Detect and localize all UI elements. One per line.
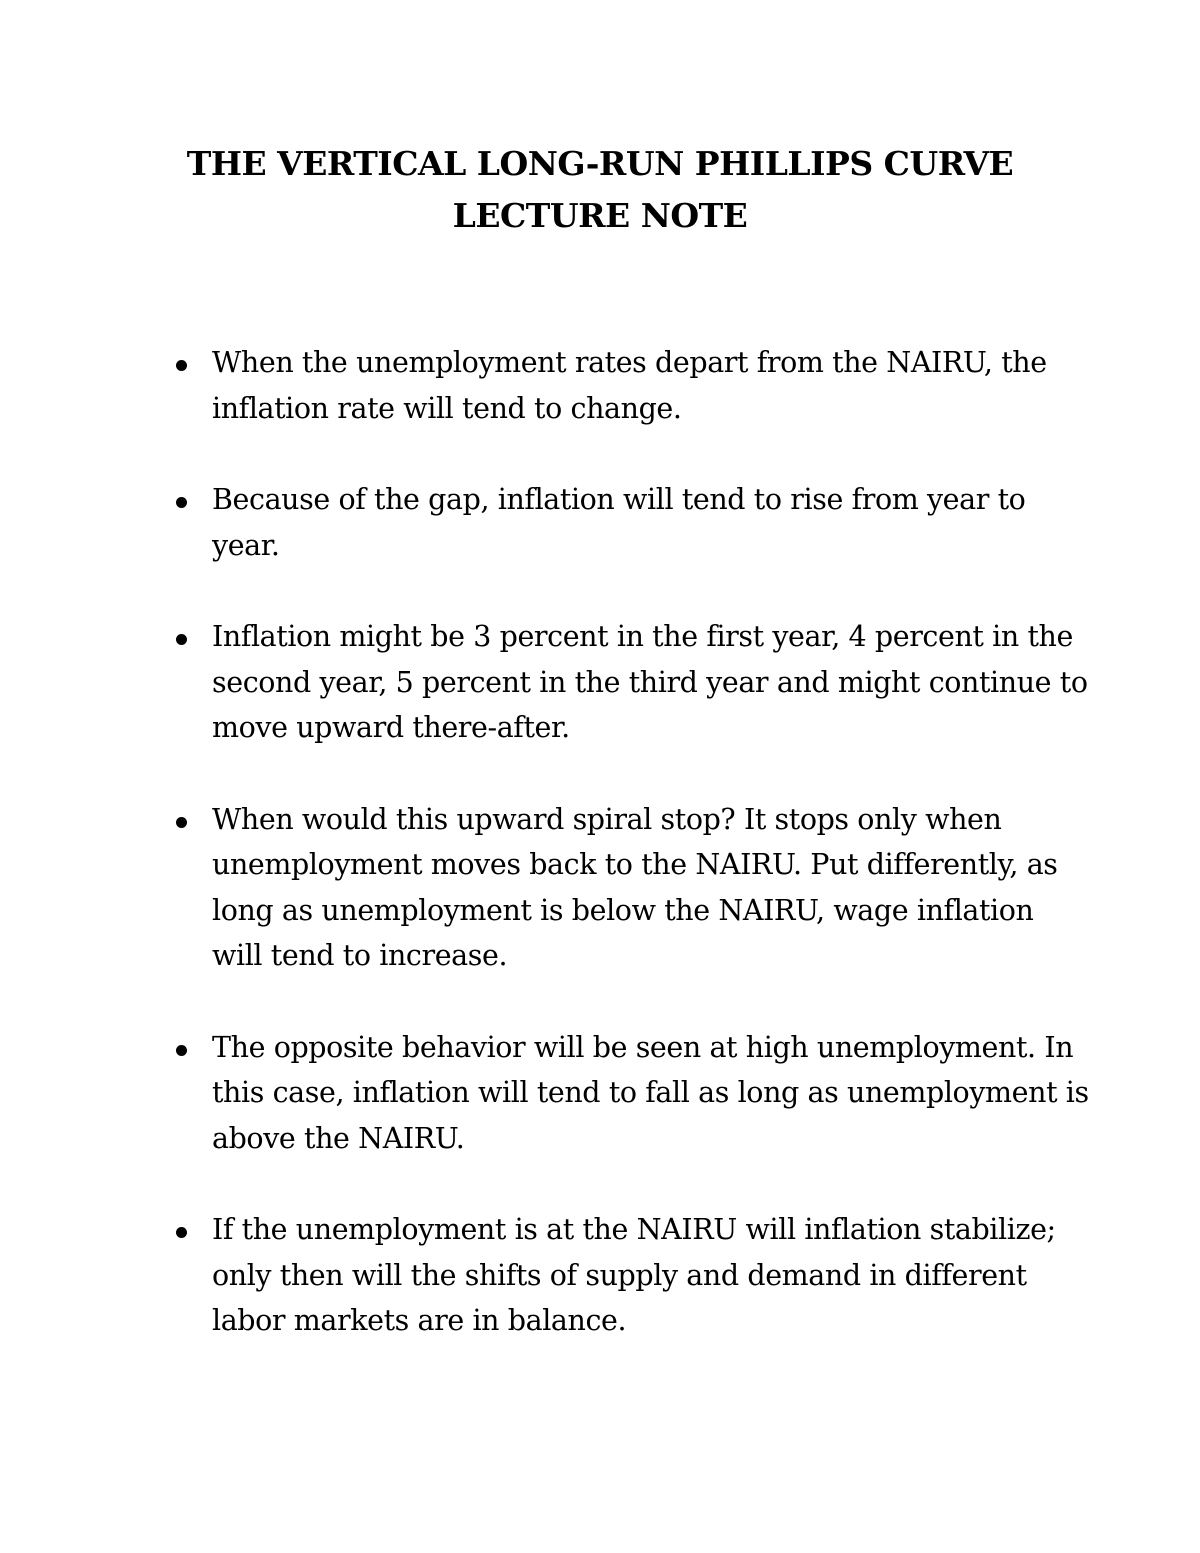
bullet-text: When would this upward spiral stop? It stops only when unemployment moves back to the NAIRU. Put differently, as long as unemployment is below the NAIRU, wage inflation will tend to increase. (212, 802, 1058, 972)
bullet-text: If the unemployment is at the NAIRU will inflation stabilize; only then will the shifts of supply and demand in different labor markets are in balance. (212, 1213, 1056, 1337)
list-item (212, 1207, 1092, 1344)
list-item (212, 477, 1092, 568)
list-item (212, 1025, 1092, 1162)
bullet-icon (176, 1045, 187, 1056)
page-title: THE VERTICAL LONG-RUN PHILLIPS CURVE (186, 144, 1014, 183)
bullet-text: The opposite behavior will be seen at high unemployment. In this case, inflation will tend to fall as long as unemployment is above the NAIRU. (212, 1030, 1089, 1155)
page-subtitle: LECTURE NOTE (452, 196, 748, 235)
bullet-icon (176, 1227, 187, 1238)
list-item (212, 614, 1092, 751)
bullet-text: When the unemployment rates depart from the NAIRU, the inflation rate will tend to change. (212, 346, 1047, 425)
bullet-text: Because of the gap, inflation will tend to rise from year to year. (212, 483, 1026, 562)
bullet-text: Inflation might be 3 percent in the first year, 4 percent in the second year, 5 percent in the third year and might continue to move upward there-after. (212, 620, 1088, 744)
list-item (212, 340, 1092, 431)
bullet-icon (176, 817, 187, 828)
bullet-icon (176, 360, 187, 371)
list-item (212, 797, 1092, 979)
bullet-icon (176, 634, 187, 645)
bullet-list (212, 340, 1092, 1390)
bullet-icon (176, 497, 187, 508)
